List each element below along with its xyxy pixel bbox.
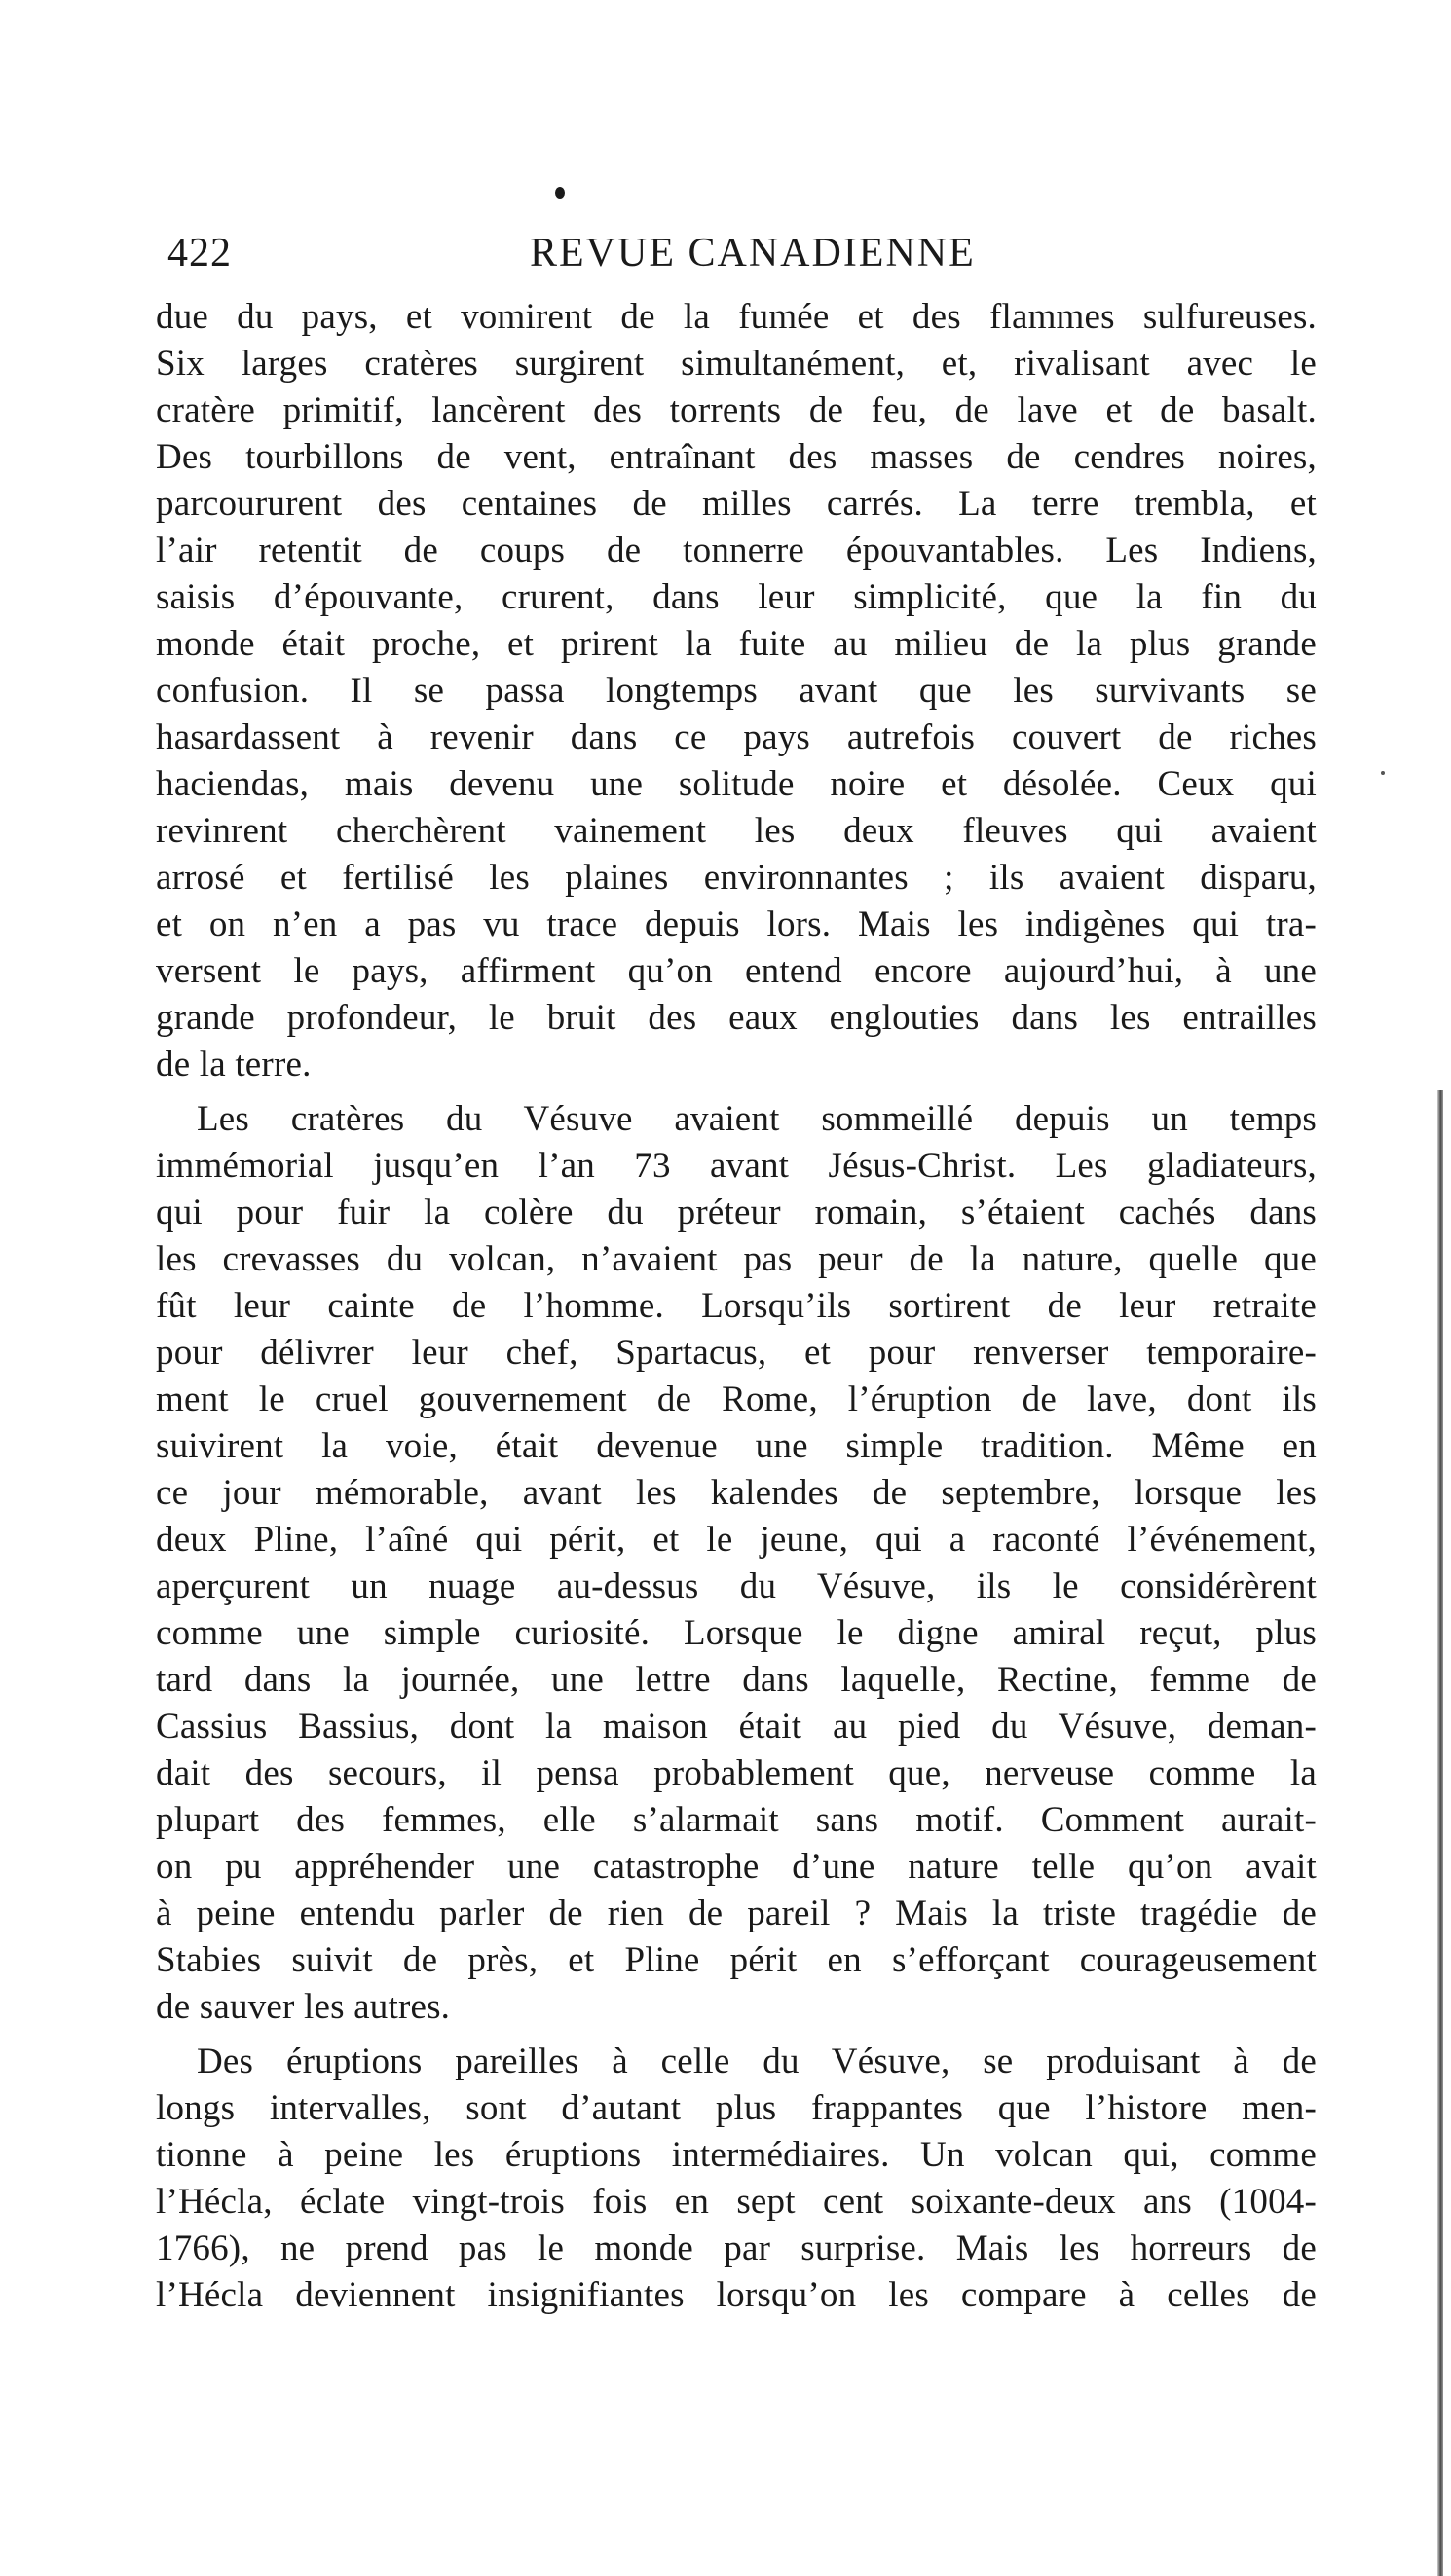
paragraph-2 <box>156 1096 1317 2031</box>
text-line: cratère primitif, lancèrent des torrents de feu, de lave et de basalt. <box>156 390 1317 430</box>
text-line: deux Pline, l’aîné qui périt, et le jeune, qui a raconté l’événement, <box>156 1520 1317 1560</box>
text-line: fût leur cainte de l’homme. Lorsqu’ils sortirent de leur retraite <box>156 1286 1317 1326</box>
running-header <box>167 224 1317 282</box>
text-line: arrosé et fertilisé les plaines environnantes ; ils avaient disparu, <box>156 858 1317 898</box>
text-line: tionne à peine les éruptions intermédiaires. Un volcan qui, comme <box>156 2135 1317 2175</box>
text-line: et on n’en a pas vu trace depuis lors. Mais les indigènes qui tra- <box>156 904 1317 944</box>
stray-ink-dot <box>1381 771 1385 775</box>
text-line: haciendas, mais devenu une solitude noire et désolée. Ceux qui <box>156 764 1317 804</box>
text-line: tard dans la journée, une lettre dans laquelle, Rectine, femme de <box>156 1660 1317 1700</box>
body-text <box>156 294 1317 2319</box>
ink-mark <box>555 187 565 199</box>
text-line: ment le cruel gouvernement de Rome, l’éruption de lave, dont ils <box>156 1380 1317 1419</box>
text-line: Les cratères du Vésuve avaient sommeillé depuis un temps <box>197 1099 1317 1139</box>
text-line: suivirent la voie, était devenue une simple tradition. Même en <box>156 1426 1317 1466</box>
text-line: due du pays, et vomirent de la fumée et des flammes sulfureuses. <box>156 297 1317 337</box>
text-line: 1766), ne prend pas le monde par surprise. Mais les horreurs de <box>156 2228 1317 2268</box>
page-number: 422 <box>167 231 232 276</box>
text-line: versent le pays, affirment qu’on entend encore aujourd’hui, à une <box>156 951 1317 991</box>
text-line: Stabies suivit de près, et Pline périt en s’efforçant courageusement <box>156 1940 1317 1980</box>
text-line: on pu appréhender une catastrophe d’une nature telle qu’on avait <box>156 1847 1317 1887</box>
text-line: longs intervalles, sont d’autant plus frappantes que l’histore men- <box>156 2088 1317 2128</box>
page-edge-shadow <box>1437 1090 1443 2576</box>
text-line: plupart des femmes, elle s’alarmait sans motif. Comment aurait- <box>156 1800 1317 1840</box>
text-line: ce jour mémorable, avant les kalendes de septembre, lorsque les <box>156 1473 1317 1513</box>
text-line: qui pour fuir la colère du préteur romain, s’étaient cachés dans <box>156 1193 1317 1233</box>
text-line: hasardassent à revenir dans ce pays autrefois couvert de riches <box>156 718 1317 757</box>
paragraph-gap <box>156 1088 1317 1096</box>
text-line: l’air retentit de coups de tonnerre épouvantables. Les Indiens, <box>156 531 1317 570</box>
text-line: Cassius Bassius, dont la maison était au pied du Vésuve, deman- <box>156 1707 1317 1747</box>
text-line: l’Hécla, éclate vingt-trois fois en sept cent soixante-deux ans (1004- <box>156 2182 1317 2222</box>
text-line: Six larges cratères surgirent simultanément, et, rivalisant avec le <box>156 344 1317 384</box>
text-line: parcoururent des centaines de milles carrés. La terre trembla, et <box>156 484 1317 524</box>
text-line: de la terre. <box>156 1045 312 1085</box>
text-line: saisis d’épouvante, crurent, dans leur simplicité, que la fin du <box>156 577 1317 617</box>
text-line: l’Hécla deviennent insignifiantes lorsqu’on les compare à celles de <box>156 2275 1317 2315</box>
text-line: immémorial jusqu’en l’an 73 avant Jésus-Christ. Les gladiateurs, <box>156 1146 1317 1186</box>
text-line: grande profondeur, le bruit des eaux englouties dans les entrailles <box>156 998 1317 1038</box>
text-line: les crevasses du volcan, n’avaient pas peur de la nature, quelle que <box>156 1239 1317 1279</box>
text-line: Des tourbillons de vent, entraînant des masses de cendres noires, <box>156 437 1317 477</box>
text-line: dait des secours, il pensa probablement que, nerveuse comme la <box>156 1753 1317 1793</box>
paragraph-1 <box>156 294 1317 1088</box>
text-line: comme une simple curiosité. Lorsque le digne amiral reçut, plus <box>156 1613 1317 1653</box>
journal-title: REVUE CANADIENNE <box>530 231 976 276</box>
text-line: revinrent cherchèrent vainement les deux fleuves qui avaient <box>156 811 1317 851</box>
text-line: à peine entendu parler de rien de pareil ? Mais la triste tragédie de <box>156 1894 1317 1933</box>
text-line: pour délivrer leur chef, Spartacus, et pour renverser temporaire- <box>156 1333 1317 1373</box>
text-line: monde était proche, et prirent la fuite au milieu de la plus grande <box>156 624 1317 664</box>
paragraph-3 <box>156 2039 1317 2319</box>
text-line: aperçurent un nuage au-dessus du Vésuve, ils le considérèrent <box>156 1566 1317 1606</box>
paragraph-gap <box>156 2031 1317 2039</box>
text-line: confusion. Il se passa longtemps avant que les survivants se <box>156 671 1317 711</box>
text-line: Des éruptions pareilles à celle du Vésuve, se produisant à de <box>197 2042 1317 2081</box>
text-line: de sauver les autres. <box>156 1987 451 2027</box>
